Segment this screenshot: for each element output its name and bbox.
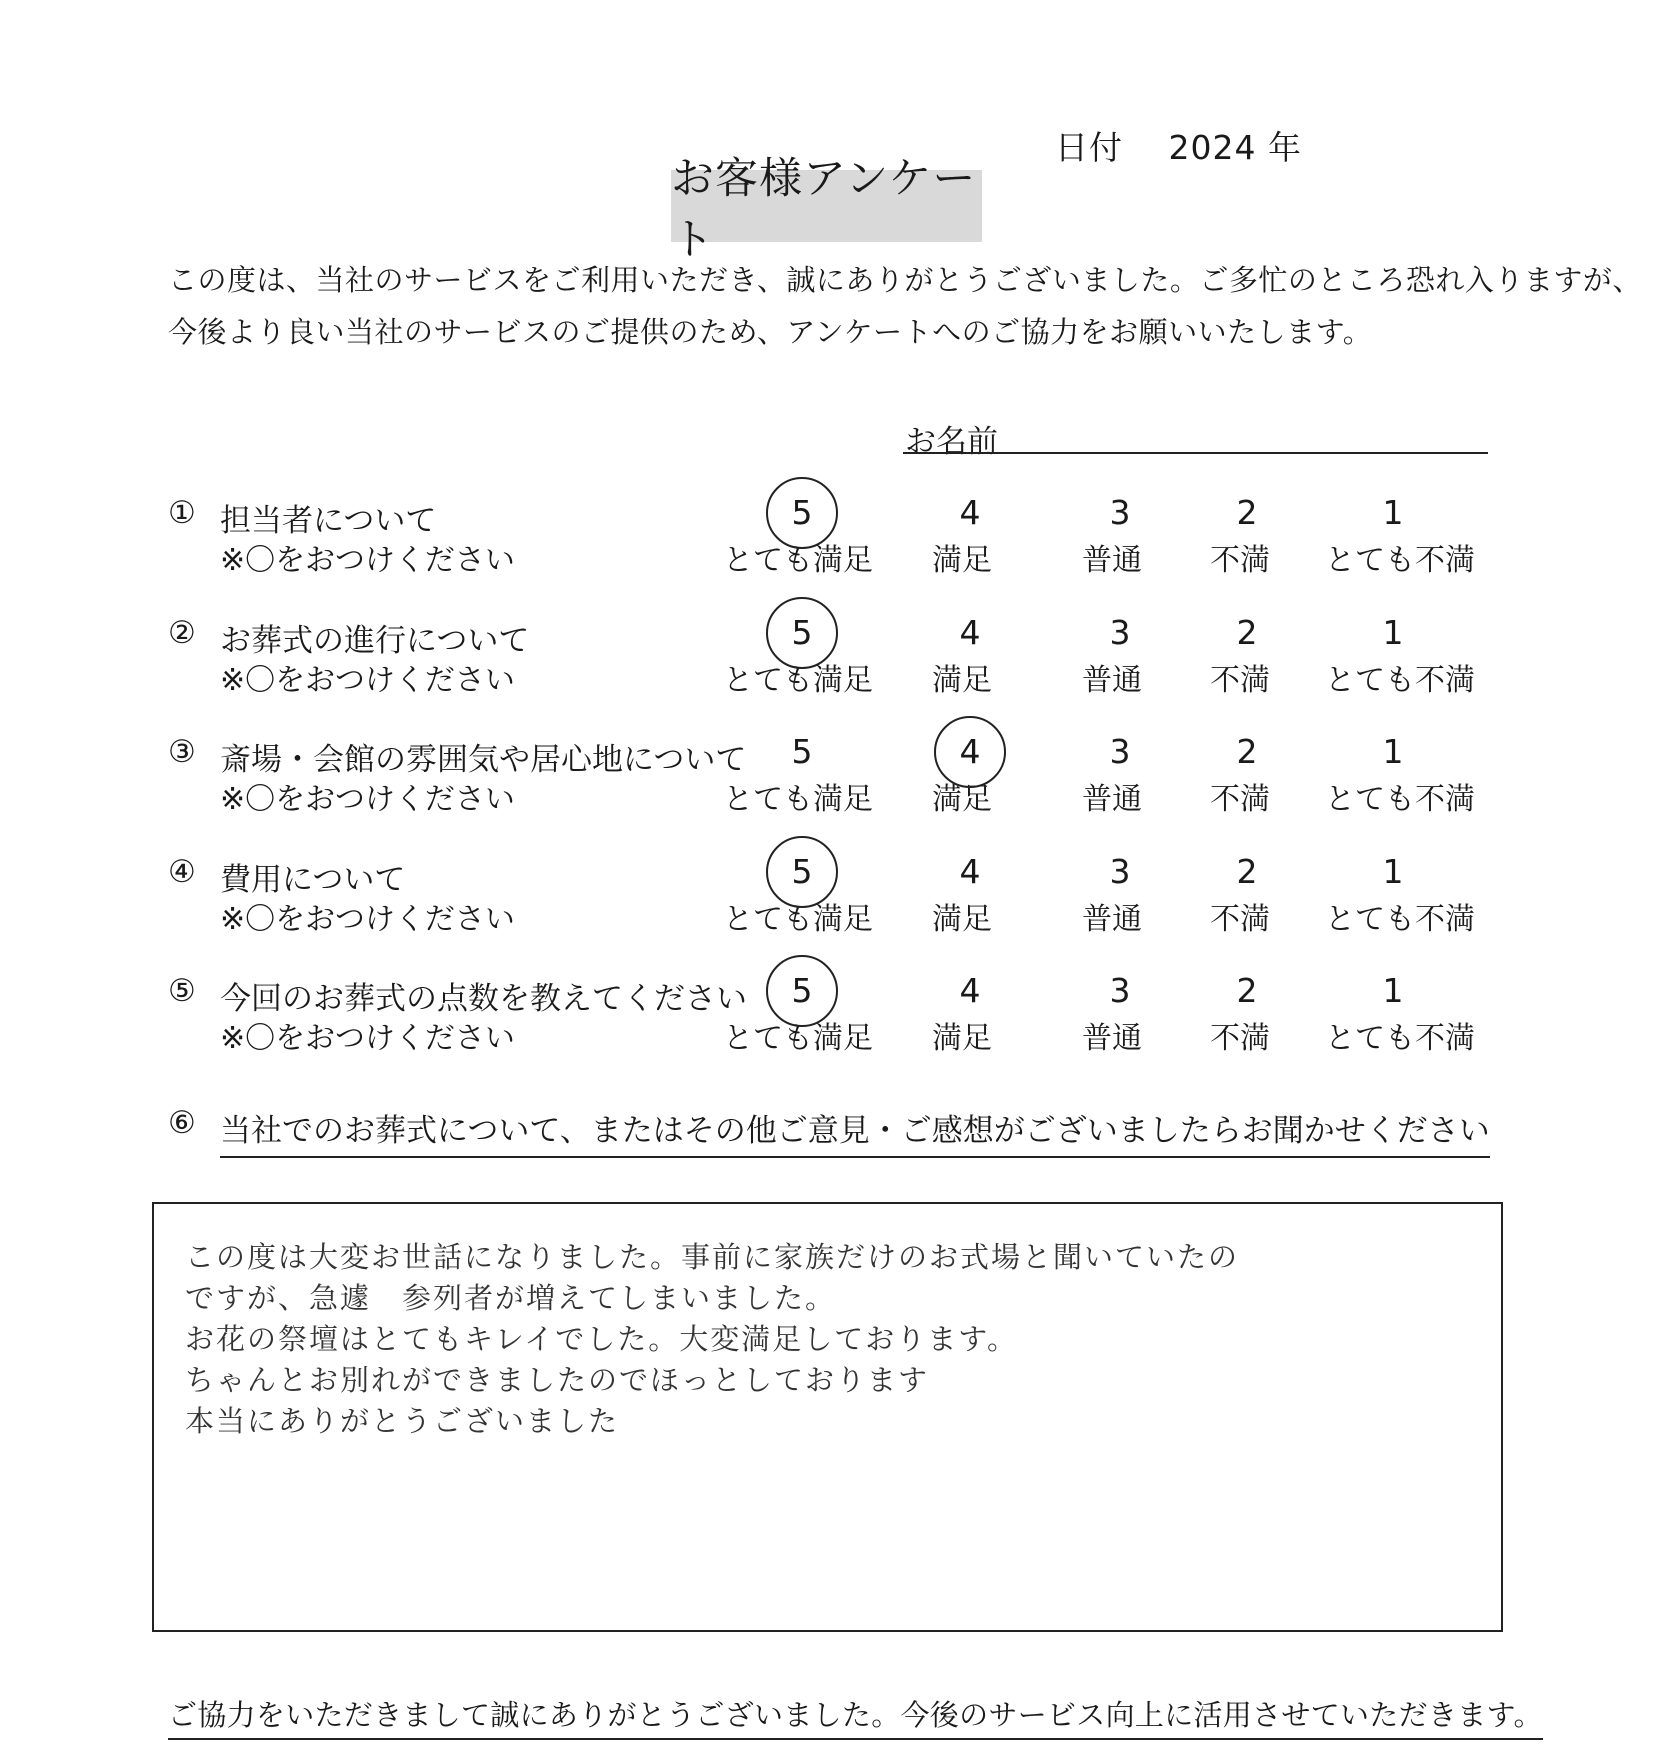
rating-score-1[interactable]: 1: [1382, 732, 1404, 771]
rating-score-2[interactable]: 2: [1236, 613, 1258, 652]
rating-score-5[interactable]: 5: [791, 613, 813, 652]
rating-label: 普通: [1082, 663, 1142, 698]
rating-score-3[interactable]: 3: [1109, 971, 1131, 1010]
rating-label: 満足: [932, 782, 992, 817]
comment-line-1: この度は大変お世話になりました。事前に家族だけのお式場と聞いていたの: [185, 1240, 1240, 1274]
rating-score-4[interactable]: 4: [959, 493, 981, 532]
comment-line-4: ちゃんとお別れができましたのでほっとしております: [185, 1363, 930, 1397]
rating-score-5[interactable]: 5: [791, 493, 813, 532]
rating-label: とても満足: [723, 543, 873, 578]
rating-score-2[interactable]: 2: [1236, 493, 1258, 532]
rating-label: 普通: [1082, 902, 1142, 937]
comment-line-5: 本当にありがとうございました: [185, 1404, 620, 1438]
rating-label: とても不満: [1325, 663, 1475, 698]
rating-score-5[interactable]: 5: [791, 732, 813, 771]
name-input-line[interactable]: [903, 452, 1488, 454]
name-label: お名前: [905, 424, 998, 460]
comment-line-2: ですが、急遽 参列者が増えてしまいました。: [185, 1281, 837, 1315]
rating-label: 不満: [1210, 782, 1270, 817]
rating-label: とても不満: [1325, 782, 1475, 817]
rating-score-5[interactable]: 5: [791, 971, 813, 1010]
rating-label: とても不満: [1325, 902, 1475, 937]
footer-thanks: ご協力をいただきまして誠にありがとうございました。今後のサービス向上に活用させていただきます。: [168, 1693, 1543, 1740]
rating-label: とても不満: [1325, 543, 1475, 578]
rating-score-3[interactable]: 3: [1109, 613, 1131, 652]
question-note: ※〇をおつけください: [220, 902, 515, 937]
rating-label: とても不満: [1325, 1021, 1475, 1056]
intro-line-2: 今後より良い当社のサービスのご提供のため、アンケートへのご協力をお願いいたします。: [168, 315, 1373, 349]
question-text: 担当者について: [220, 503, 437, 539]
survey-date: 日付 2024 年: [1055, 128, 1302, 167]
rating-label: 不満: [1210, 902, 1270, 937]
rating-score-1[interactable]: 1: [1382, 613, 1404, 652]
rating-score-2[interactable]: 2: [1236, 971, 1258, 1010]
rating-label: 満足: [932, 543, 992, 578]
rating-label: 普通: [1082, 782, 1142, 817]
question-number: ④: [168, 854, 196, 890]
rating-label: 普通: [1082, 543, 1142, 578]
rating-label: とても満足: [723, 902, 873, 937]
selected-rating-circle: [934, 716, 1006, 788]
rating-score-3[interactable]: 3: [1109, 732, 1131, 771]
rating-score-2[interactable]: 2: [1236, 732, 1258, 771]
rating-label: 満足: [932, 663, 992, 698]
rating-score-1[interactable]: 1: [1382, 493, 1404, 532]
rating-label: 満足: [932, 902, 992, 937]
survey-title: お客様アンケート: [671, 170, 982, 242]
rating-score-1[interactable]: 1: [1382, 852, 1404, 891]
rating-label: 不満: [1210, 663, 1270, 698]
question-text: 今回のお葬式の点数を教えてください: [220, 981, 747, 1017]
selected-rating-circle: [766, 477, 838, 549]
question-text: 費用について: [220, 862, 406, 898]
rating-score-4[interactable]: 4: [959, 613, 981, 652]
question-number: ③: [168, 734, 196, 770]
question-note: ※〇をおつけください: [220, 663, 515, 698]
comment-line-3: お花の祭壇はとてもキレイでした。大変満足しております。: [185, 1322, 1018, 1356]
rating-label: 満足: [932, 1021, 992, 1056]
intro-line-1: この度は、当社のサービスをご利用いただき、誠にありがとうございました。ご多忙のところ恐れ入りますが、: [168, 263, 1642, 297]
selected-rating-circle: [766, 836, 838, 908]
rating-label: 普通: [1082, 1021, 1142, 1056]
rating-label: 不満: [1210, 543, 1270, 578]
rating-score-2[interactable]: 2: [1236, 852, 1258, 891]
question-number: ②: [168, 615, 196, 651]
question-number: ①: [168, 495, 196, 531]
selected-rating-circle: [766, 955, 838, 1027]
rating-label: とても満足: [723, 782, 873, 817]
rating-label: 不満: [1210, 1021, 1270, 1056]
rating-score-3[interactable]: 3: [1109, 493, 1131, 532]
question-6-text: 当社でのお葬式について、またはその他ご意見・ご感想がございましたらお聞かせください: [220, 1105, 1490, 1158]
rating-score-1[interactable]: 1: [1382, 971, 1404, 1010]
rating-score-4[interactable]: 4: [959, 852, 981, 891]
rating-label: とても満足: [723, 1021, 873, 1056]
rating-score-3[interactable]: 3: [1109, 852, 1131, 891]
rating-score-4[interactable]: 4: [959, 732, 981, 771]
question-text: 斎場・会館の雰囲気や居心地について: [220, 742, 747, 778]
rating-label: とても満足: [723, 663, 873, 698]
rating-score-4[interactable]: 4: [959, 971, 981, 1010]
rating-score-5[interactable]: 5: [791, 852, 813, 891]
question-note: ※〇をおつけください: [220, 782, 515, 817]
question-text: お葬式の進行について: [220, 623, 530, 659]
question-note: ※〇をおつけください: [220, 543, 515, 578]
question-number: ⑤: [168, 973, 196, 1009]
selected-rating-circle: [766, 597, 838, 669]
question-note: ※〇をおつけください: [220, 1021, 515, 1056]
question-6-number: ⑥: [168, 1105, 196, 1141]
